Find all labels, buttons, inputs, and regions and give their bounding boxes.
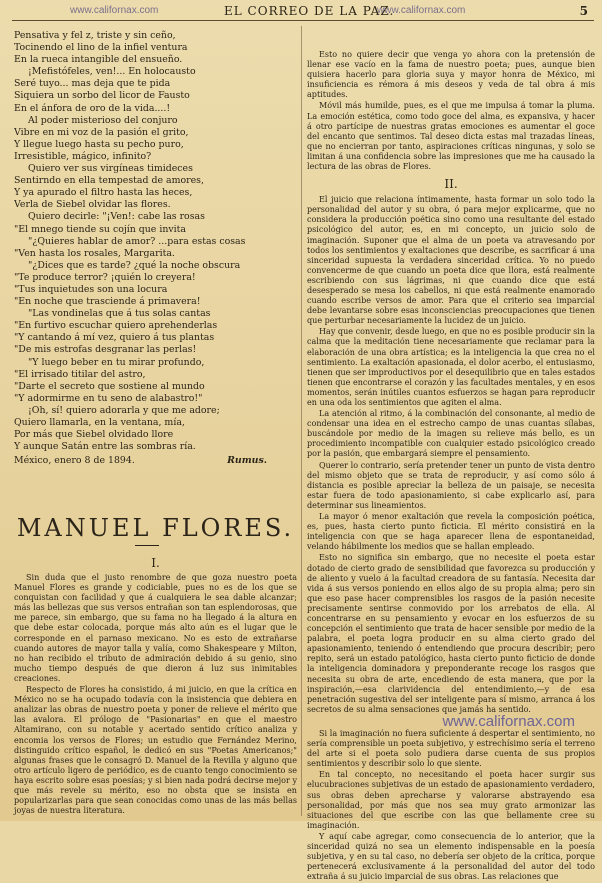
poem-line: Verla de Siebel olvidar las flores. — [14, 199, 171, 211]
poem-line: ¡Mefistófeles, ven!... En holocausto — [28, 66, 196, 78]
paragraph: Hay que convenir, desde luego, en que no es posible producir sin la calma que la meditación tiene necesariamente que reclamar para la elaboración de una obra artística; es la inteligencia la que crea no el sentimiento. La exaltación apasionada, el dolor acerbo, el entusiasmo, tienen que ser improductivos por el desequilibrio que en tales estados tienen que encontrarse el corazón y las facultades mentales, y en esos momentos, serán inútiles cuantos esfuerzos se hagan para reproducir en una oda los sentimientos que agiten el alma. — [307, 327, 595, 407]
newspaper-title: EL CORREO DE LA PAZ. — [224, 4, 395, 18]
header-url-right[interactable]: www.californax.com — [377, 5, 466, 16]
poem-line: Vibre en mi voz de la pasión el grito, — [14, 126, 189, 138]
poem-line: "De mis estrofas desgranar las perlas! — [14, 344, 197, 356]
page-number: 5 — [579, 4, 588, 18]
article-title: MANUEL FLORES. — [16, 514, 295, 542]
paragraph: Móvil más humilde, pues, es el que me impulsa á tomar la pluma. La emoción estética, como todo goce del alma, es expansiva, y hacer á otro partícipe de nuestras gratas emociones es aumentar el goce del encanto que sentimos. Tal deseo dicta estas mal trazadas líneas, que no encierran por tanto, aspiraciones críticas ningunas, y solo se limitan á una confidencia sobre las impresiones que me ha causado la lectura de las obras de Flores. — [307, 101, 595, 172]
poem-line: Quiero llamarla, en la ventana, mía, — [14, 417, 185, 428]
poem-line: "El irrisado titilar del astro, — [14, 368, 146, 380]
poem-line: Quiero decirle: "¡Ven!: cabe las rosas — [28, 211, 205, 223]
title-rule — [135, 545, 159, 546]
poem-line: En el ánfora de oro de la vida....! — [14, 102, 171, 114]
place-date: México, enero 8 de 1894. — [14, 455, 135, 467]
poem-line: ¡Oh, sí! quiero adorarla y que me adore; — [28, 404, 220, 416]
poem-line: Al poder misterioso del conjuro — [28, 114, 178, 126]
paragraph: La mayor ó menor exaltación que revela la composición poética, es, pues, hasta cierto punto ficticia. El mérito consistirá en la inteligencia con que se haga aparecer llena de espontaneidad, velando hábilmente los medios que se hallan empleado. — [307, 512, 595, 552]
poem-line: "¿Dices que es tarde? ¿qué la noche obscura — [28, 259, 241, 271]
poem-line: "Tus inquietudes son una locura — [14, 283, 168, 295]
right-column — [307, 50, 595, 883]
poem-line: "Darte el secreto que sostiene al mundo — [14, 380, 205, 392]
paragraph: El juicio que relaciona íntimamente, hasta formar un solo todo la personalidad del autor y su obra, ó para mejor explicarme, que no considera la producción poética sino como una resultante del estado psicológico del autor, es, en mi concepto, un juicio solo de imaginación. Suponer que el alma de un poeta va atravesando por todos los sentimientos y exaltaciones que describe, es sacrificar á una sinceridad supuesta la verdadera sinceridad crítica. Yo no puedo convencerme de que cuando un poeta dice que llora, está realmente escribiendo con sus lágrimas, ni que cuando dice que está desesperado se mesa los cabellos, ni que está realmente enamorado cuando escribe versos de amor. Para que el criterio sea imparcial debe levantarse sobre esas inconsciencias preocupaciones que tienen que perturbar necesariamente la lucidez de un juicio. — [307, 195, 595, 326]
left-column — [14, 30, 297, 467]
poem-line: Pensativa y fel z, triste y sin ceño, — [14, 30, 176, 41]
paragraph: La atención al ritmo, á la combinación del consonante, al medio de condensar una idea en el estrecho campo de unas cuantas sílabas, buscándole por medio de la imagen su relieve más bello, es un procedimiento incompatible con cualquier estado psicológico creado por la pasión, que embargará siempre el pensamiento. — [307, 409, 595, 459]
poem-line: Siquiera un sorbo del licor de Fausto — [14, 90, 190, 102]
section-heading-1: I. — [151, 556, 160, 570]
header-url-left[interactable]: www.californax.com — [70, 5, 159, 16]
article-body-left — [14, 573, 297, 817]
poem-line: "¿Quieres hablar de amor? ...para estas cosas — [28, 235, 246, 247]
page-header — [12, 4, 594, 21]
poem-line: "Las vondinelas que á tus solas cantas — [28, 308, 211, 320]
poem-line: Seré tuyo... mas deja que te pida — [14, 78, 171, 90]
column-divider — [301, 26, 302, 816]
poem-line: Tocinendo el lino de la infiel ventura — [14, 42, 188, 54]
poem-line: Por más que Siebel olvidado llore — [14, 429, 174, 441]
poem-line: Irresistible, mágico, infinito? — [14, 150, 152, 162]
poem-line: Y aunque Satán entre las sombras ría. — [14, 441, 196, 453]
poem-line: Y ya apurado el filtro hasta las heces, — [14, 187, 193, 199]
poem-line: Quiero ver sus virgíneas timideces — [28, 163, 193, 175]
poem-line: "Ven hasta los rosales, Margarita. — [14, 247, 175, 259]
poem-line: "Y luego beber en tu mirar profundo, — [28, 356, 205, 368]
paragraph: Esto no significa sin embargo, que no necesite el poeta estar dotado de cierto grado de sensibilidad que favorezca su producción y de aliento y vuelo á la facultad creadora de su fantasía. Necesita dar vida á sus versos poniendo en ellos algo de su propia alma; pero sin que eso pase hacer comprensibles los rasgos de la pasión necesite precisamente sentirse conmovido por los arrebatos de ella. Al concentrarse en su pensamiento y evocar en los esfuerzos de su concepción el sentimiento que trata de hacer sensible por medio de la palabra, el poeta logra producir en su alma cierto grado del apasionamiento, teniendo ó entendiendo que procura describir; pero repito, será un estado patológico, hasta cierto punto ficticio de donde la inteligencia dominadora y preponderante recoge los rasgos que necesita su obra de arte, encediendo de esta manera, que por la inspiración,—esa clarividencia del entendimiento,—y de esa penetración sugestiva del ser inteligente para sí mismo, arranca á los secretos de su alma sensaciones que jamás ha sentido. — [307, 553, 595, 714]
paragraph: Y aquí cabe agregar, como consecuencia de lo anterior, que la sinceridad quizá no sea un elemento indispensable en la poesía subjetiva, y en su tal caso, no debería ser objeto de la crítica, porque pertenecerá exclusivamente á la personalidad del autor del todo extraña á su juicio imparcial de sus obras. Las relaciones que — [307, 831, 595, 882]
poem-line: En la rueca intangible del ensueño. — [14, 54, 183, 66]
poem-line: "Y adormirme en tu seno de alabastro!" — [14, 392, 203, 404]
section-heading-2: II. — [444, 177, 458, 192]
author-signature: Rumus. — [227, 455, 267, 467]
paragraph: Sin duda que el justo renombre de que goza nuestro poeta Manuel Flores es grande y codiciable, pues no es de los que se conquistan con facilidad y que á cualquiera le sea dable alcanzar; más las bellezas que sus versos entrañan son tan esplendorosas, que me parece, sin embargo, que su fama no ha llegado á la altura en que debe estar colocada, porque más alto aún es el lugar que le corresponde en el parnaso mexicano. No es esto de extrañarse cuando autores de mayor talla y valía, como Shakespeare y Milton, no han recibido el tributo de admiración debido á su genio, sino mucho tiempo después de que dieron á luz sus inimitables creaciones. — [14, 573, 297, 683]
poem-line: "Y cantando á mí vez, quiero á tus plantas — [14, 332, 215, 344]
poem-line: Sentirndo en ella tempestad de amores, — [14, 175, 204, 187]
paragraph: Esto no quiere decir que venga yo ahora con la pretensión de llenar ese vacío en la fama de nuestro poeta; pues, aunque bien quisiera hacerlo para gloria suya y mayor honra de México, mi insuficiencia es rémora á mis deseos y veda de tal obra á mis aptitudes. — [307, 50, 595, 100]
poem-line: "En noche que trasciende á primavera! — [14, 296, 201, 308]
paragraph: En tal concepto, no necesitando el poeta hacer surgir sus elucubraciones subjetivas de un estado de apasionamiento verdadero, sus obras deben aprecharse y valorarse abstrayendo esa personalidad, por más que nos sea muy grato armonizar las situaciones del que escribe con las que bellamente cree su imaginación. — [307, 770, 595, 830]
poem-line: Y llegue luego hasta su pecho puro, — [14, 138, 184, 150]
poem-line: "En furtivo escuchar quiero aprehenderlas — [14, 320, 218, 332]
watermark-url[interactable]: www.californax.com — [442, 712, 575, 730]
paragraph: Querer lo contrario, sería pretender tener un punto de vista dentro del mismo objeto que se trata de reproducir, y así como sólo á distancia es posible apreciar la belleza de un paisaje, se necesita estar fuera de todo apasionamiento, si cabe explicarlo así, para determinar sus lineamientos. — [307, 460, 595, 510]
paragraph: Respecto de Flores ha consistido, á mi juicio, en que la crítica en México no se ha ocupado todavía con la insistencia que debiera en analizar las obras de nuestro poeta y poner de relieve el mérito que las avalora. El prólogo de "Pasionarias" en que el maestro Altamirano, con su notable y acertado sentido crítico analiza y encomia los versos de Flores; un estudio que Fernández Merino, distinguido crítico español, le dedicó en sus "Poetas Americanos;" algunas frases que le consagró D. Manuel de la Revilla y alguno que otro artículo ligero de periódico, es de cuanto tengo conocimiento se haya escrito sobre esas poesías; y si bien nada podrá decirse mejor y que más revele su mérito, eso no obsta que se insista en popularizarlas para que sean conocidas como unas de las más bellas joyas de nuestra literatura. — [14, 685, 297, 816]
poem-line: "Te produce terror? ¡quién lo creyera! — [14, 271, 196, 283]
poem-line: "El mnego tiende su cojín que invita — [14, 223, 187, 235]
poem-signature — [14, 455, 297, 467]
poem — [14, 30, 297, 453]
paragraph: Si la imaginación no fuera suficiente á despertar el sentimiento, no sería comprensible un poeta subjetivo, y estrechísimo sería el terreno del arte si el poeta solo pudiera darse cuenta de sus propios sentimientos y describir solo lo que siente. — [307, 729, 595, 769]
